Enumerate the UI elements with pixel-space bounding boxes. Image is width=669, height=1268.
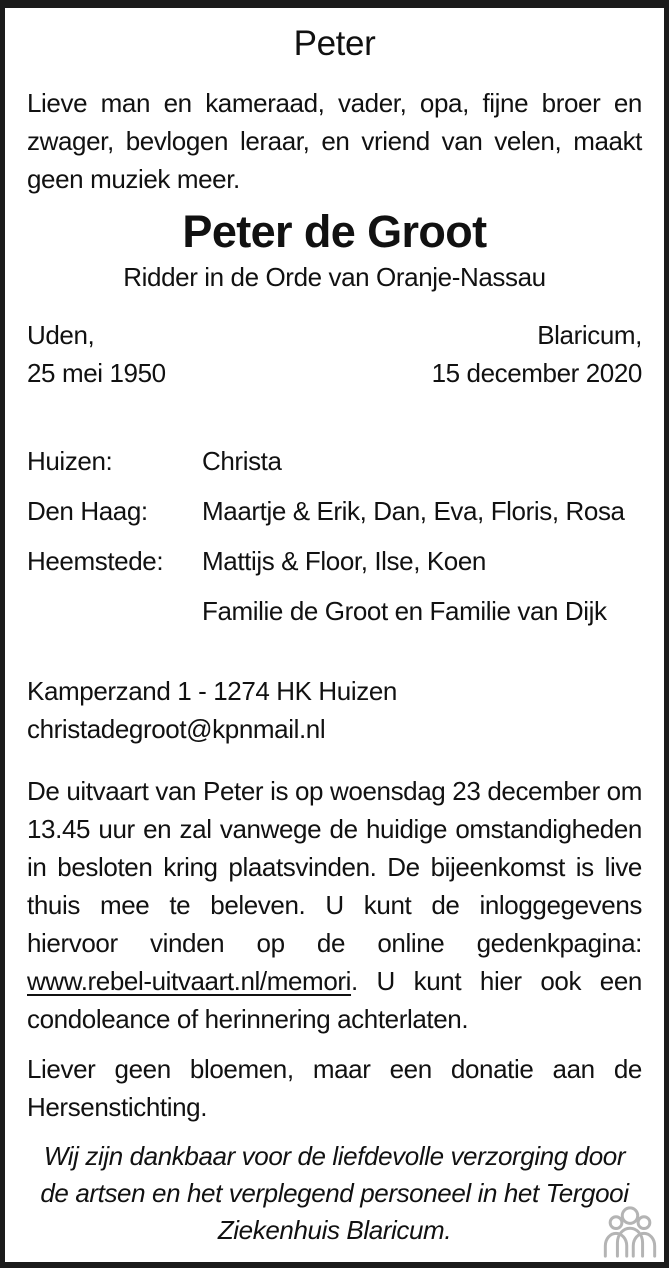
family-names: Christa bbox=[202, 446, 282, 476]
memorial-page-link[interactable]: www.rebel-uitvaart.nl/memori bbox=[27, 966, 352, 996]
deceased-full-name: Peter de Groot bbox=[182, 206, 487, 257]
funeral-text-after-link: . U kunt hier ook een condoleance of herinnering achterlaten. bbox=[27, 966, 642, 1034]
family-names: Maartje & Erik, Dan, Eva, Floris, Rosa bbox=[202, 496, 625, 526]
honorific-title: Ridder in de Orde van Oranje-Nassau bbox=[123, 262, 546, 292]
postal-address: Kamperzand 1 - 1274 HK Huizen bbox=[27, 676, 397, 706]
flowers-paragraph: Liever geen bloemen, maar een donatie aan de Hersenstichting. bbox=[27, 1054, 642, 1122]
birth-date: 25 mei 1950 bbox=[27, 358, 166, 388]
family-city: Huizen: bbox=[27, 446, 113, 476]
family-people-icon bbox=[602, 1204, 658, 1258]
family-row bbox=[27, 542, 642, 580]
birth-place: Uden, bbox=[27, 320, 95, 350]
funeral-text-before-link: De uitvaart van Peter is op woensdag 23 december om 13.45 uur en zal vanwege de huidige omstandigheden in besloten kring plaatsvinden. De bijeenkomst is live thuis mee te beleven. U kunt de inloggegevens hiervoor vinden op de online gedenkpagina: bbox=[27, 776, 642, 958]
death-date: 15 december 2020 bbox=[431, 358, 642, 388]
family-row bbox=[27, 592, 642, 630]
family-list bbox=[27, 442, 642, 630]
birth-death-row bbox=[27, 316, 642, 392]
thanks-paragraph: Wij zijn dankbaar voor de liefdevolle verzorging door de artsen en het verplegend personeel in het Tergooi Ziekenhuis Blaricum. bbox=[40, 1141, 629, 1245]
first-name-heading: Peter bbox=[293, 24, 376, 63]
family-city: Heemstede: bbox=[27, 546, 164, 576]
death-info bbox=[432, 316, 642, 392]
funeral-paragraph bbox=[27, 772, 642, 1038]
family-row bbox=[27, 492, 642, 530]
family-names: Mattijs & Floor, Ilse, Koen bbox=[202, 546, 486, 576]
family-city bbox=[27, 592, 202, 630]
email-address: christadegroot@kpnmail.nl bbox=[27, 714, 326, 744]
death-place: Blaricum, bbox=[537, 320, 642, 350]
intro-paragraph: Lieve man en kameraad, vader, opa, fijne broer en zwager, bevlogen leraar, en vriend van velen, maakt geen muziek meer. bbox=[27, 88, 642, 194]
family-row bbox=[27, 442, 642, 480]
contact-block bbox=[27, 672, 642, 748]
birth-info bbox=[27, 316, 166, 392]
family-city: Den Haag: bbox=[27, 496, 148, 526]
family-names: Familie de Groot en Familie van Dijk bbox=[202, 596, 607, 626]
